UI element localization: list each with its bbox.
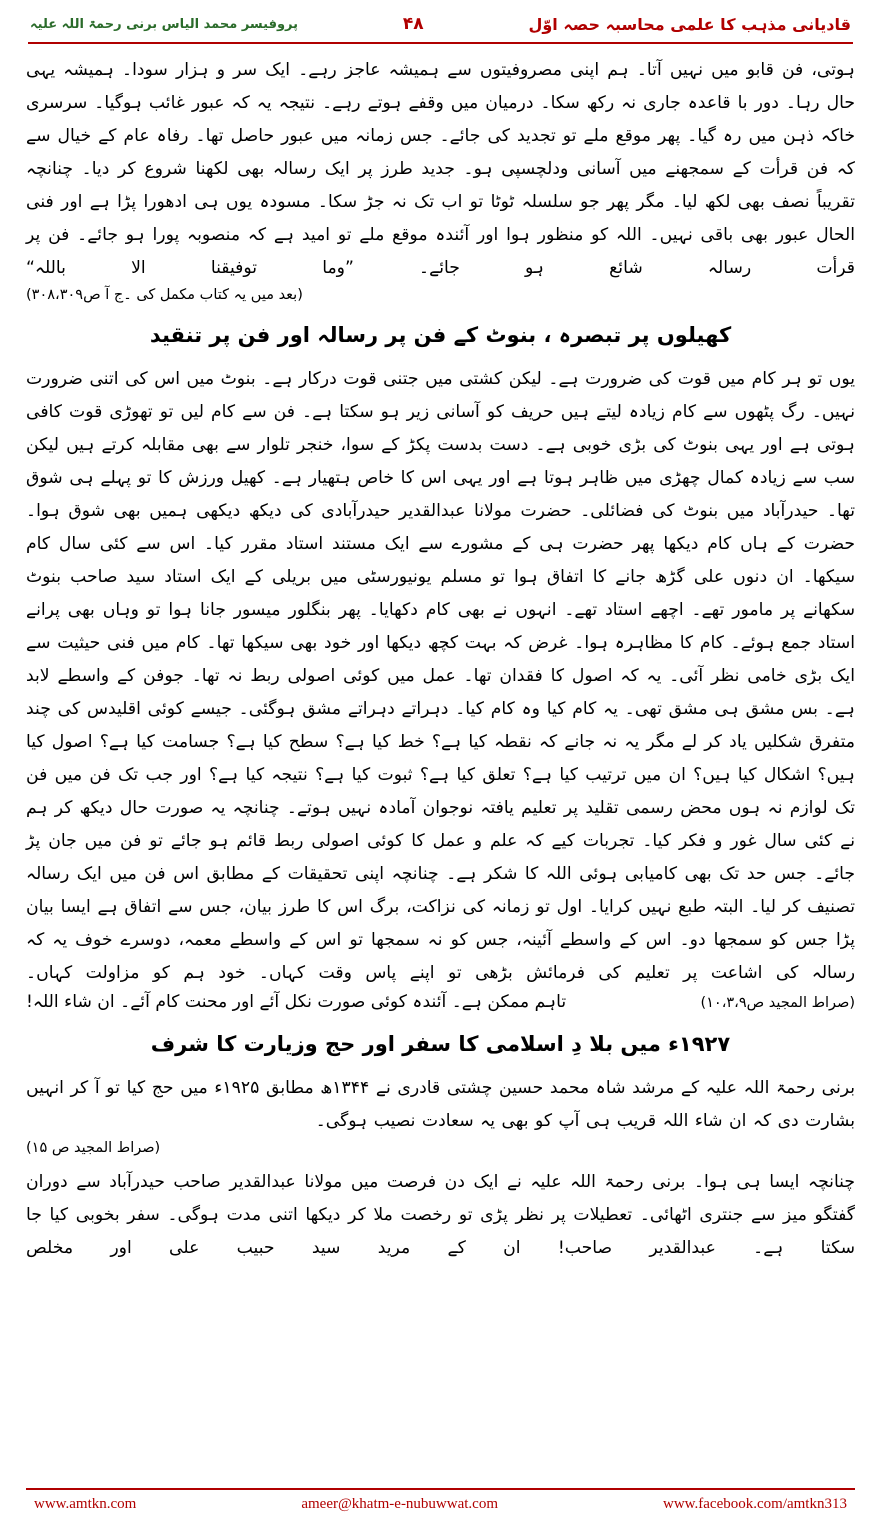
section-heading-1: کھیلوں پر تبصرہ ، بنوٹ کے فن پر رسالہ اور فن پر تنقید xyxy=(149,323,732,348)
page-header xyxy=(26,14,855,38)
page-content xyxy=(26,54,855,1265)
reference-2: (صراط المجید ص۱۰،۳،۹) xyxy=(700,995,855,1011)
footer-divider xyxy=(26,1488,855,1490)
reference-3: (صراط المجید ص ۱۵) xyxy=(26,1139,161,1156)
closing-line-text: تاہم ممکن ہے۔ آئندہ کوئی صورت نکل آئے اور محنت کام آئے۔ ان شاء اللہ! xyxy=(26,992,567,1012)
paragraph-3: برنی رحمۃ اللہ علیہ کے مرشد شاہ محمد حسین چشتی قادری نے ۱۳۴۴ھ مطابق ۱۹۲۵ء میں حج کیا تو آ کر انہیں بشارت دی کہ ان شاء اللہ قریب ہی آپ کو بھی یہ سعادت نصیب ہوگی۔ xyxy=(26,1077,855,1131)
closing-line-with-reference xyxy=(26,992,855,1012)
footer-links xyxy=(26,1496,855,1513)
footer-email[interactable]: ameer@khatm-e-nubuwwat.com xyxy=(301,1496,498,1512)
paragraph-2: یوں تو ہر کام میں قوت کی ضرورت ہے۔ لیکن کشتی میں جتنی قوت درکار ہے۔ بنوٹ میں اس کی اتنی ضرورت نہیں۔ رگ پٹھوں سے کام زیادہ لیتے ہیں حریف کو آسانی زیر ہو سکتا ہے۔ فن سے کام لیں تو تھوڑی قوت کافی ہوتی ہے اور یہی بنوٹ کی بڑی خوبی ہے۔ دست بدست پکڑ کے سوا، خنجر تلوار سے بھی مقابلہ کرتے ہیں لیکن سب سے زیادہ کمال چھڑی میں ظاہر ہوتا ہے اور یہی اس کا خاص ہتھیار ہے۔ کھیل ورزش کا تو پہلے ہی شوق تھا۔ حیدرآباد میں بنوٹ کی فضائلی۔ حضرت مولانا عبدالقدیر حیدرآبادی کی دیکھ دیکھی ہمیں بھی شوق ہوا۔ حضرت کے ہاں کام دیکھا پھر حضرت ہی کے مشورے سے ایک مستند استاد مقرر کیا۔ اس سے کئی سال کام سیکھا۔ ان دنوں علی گڑھ جانے کا اتفاق ہوا تو مسلم یونیورسٹی میں بریلی کے ایک استاد سید صاحب بنوٹ سکھانے پر مامور تھے۔ اچھے استاد تھے۔ انہوں نے بھی کام دکھایا۔ پھر بنگلور میسور جانا ہوا تو وہاں بھی پرانے استاد جمع ہوئے۔ کام کا مظاہرہ ہوا۔ غرض کہ بہت کچھ دیکھا اور خود بھی سیکھا تھا۔ کام میں فنی حیثیت سے ایک بڑی خامی نظر آئی۔ یہ کہ اصول کا فقدان تھا۔ عمل میں کوئی اصولی ربط نہ تھا۔ جوفن کے واسطے لابد ہے۔ بس مشق ہی مشق تھی۔ یہ کام کیا وہ کام کیا۔ دہراتے دہراتے مشق ہوگئی۔ جیسے کوئی اقلیدس کی چند متفرق شکلیں یاد کر لے مگر یہ نہ جانے کہ نقطہ کیا ہے؟ خط کیا ہے؟ سطح کیا ہے؟ جسامت کیا ہے؟ اصول کیا ہیں؟ اشکال کیا ہیں؟ ان میں ترتیب کیا ہے؟ تعلق کیا ہے؟ ثبوت کیا ہے؟ نتیجہ کیا ہے؟ اور جب تک فن میں فن تک لوازم نہ ہوں محض رسمی تقلید پر تعلیم یافتہ نوجوان آمادہ نہیں ہوتے۔ چنانچہ یہ صورت حال دیکھ کر ہم نے کئی سال غور و فکر کیا۔ تجربات کیے کہ علم و عمل کا کوئی اصولی ربط قائم ہو جائے تو فن میں جان پڑ جائے۔ جس حد تک بھی کامیابی ہوئی اللہ کا شکر ہے۔ چنانچہ اپنی تحقیقات کے مطابق اس فن میں ایک رسالہ تصنیف کر لیا۔ البتہ طبع نہیں کرایا۔ اول تو زمانہ کی نزاکت، برگ اس کا طرز بیان، جس سے اتفاق ہے ایسا بیان پڑا جس کو سمجھا دو۔ اس کے واسطے آئینہ، جس کو نہ سمجھا تو اس کے واسطے معمہ، دوسرے خوف یہ کہ رسالہ کی اشاعت پر تعلیم کی فرمائش بڑھی تو اپنے پاس وقت کہاں۔ خود ہم کو مزاولت کہاں۔ xyxy=(26,368,855,983)
paragraph-4: چنانچہ ایسا ہی ہوا۔ برنی رحمۃ اللہ علیہ نے ایک دن فرصت میں مولانا عبدالقدیر صاحب حیدرآباد سے دوران گفتگو میز سے جنتری اٹھائی۔ تعطیلات پر نظر پڑی تو رخصت ملا کر دیکھا اتنی مدت ہوگی۔ سفر بخوبی کیا جا سکتا ہے۔ عبدالقدیر صاحب! ان کے مرید سید حبیب علی اور مخلص xyxy=(26,1171,855,1258)
page-number: ۴۸ xyxy=(402,14,424,34)
paragraph-1: ہوتی، فن قابو میں نہیں آتا۔ ہم اپنی مصروفیتوں سے ہمیشہ عاجز رہے۔ ایک سر و ہزار سودا۔ ہمیشہ یہی حال رہا۔ دور با قاعدہ جاری نہ رکھ سکا۔ درمیان میں وقفے ہوتے رہے۔ نتیجہ یہ کہ عبور غائب ہوگیا۔ سرسری خاکہ ذہن میں رہ گیا۔ پھر موقع ملے تو تجدید کی جائے۔ جس زمانہ میں عبور حاصل تھا۔ رفاہ عام کے خیال سے کہ فن قرأت کے سمجھنے میں آسانی ودلچسپی ہو۔ جدید طرز پر ایک رسالہ بھی لکھنا شروع کر دیا۔ چنانچہ تقریباً نصف بھی لکھ لیا۔ مگر پھر جو سلسلہ ٹوٹا تو اب تک نہ جڑ سکا۔ مسودہ یوں ہی ادھورا پڑا ہے اور فنی الحال عبور بھی باقی نہیں۔ اللہ کو منظور ہوا اور آئندہ موقع ملے تو امید ہے کہ منصوبہ پورا ہو جائے۔ فن پر قرأت رسالہ شائع ہو جائے۔ ”وما توفیقنا الا باللہ“ xyxy=(26,60,855,279)
section-heading-2: ۱۹۲۷ء میں بلا دِ اسلامی کا سفر اور حج وزیارت کا شرف xyxy=(150,1032,731,1056)
reference-1: (بعد میں یہ کتاب مکمل کی ۔ج آ ص۳۰۸،۳۰۹) xyxy=(26,287,303,304)
footer-facebook-link[interactable]: www.facebook.com/amtkn313 xyxy=(663,1496,847,1512)
header-author: پروفیسر محمد الیاس برنی رحمۃ اللہ علیہ xyxy=(30,16,299,32)
header-divider xyxy=(28,42,853,44)
header-book-title: قادیانی مذہب کا علمی محاسبہ حصہ اوّل xyxy=(528,14,851,34)
page-footer xyxy=(26,1488,855,1513)
footer-website-link[interactable]: www.amtkn.com xyxy=(34,1496,137,1512)
